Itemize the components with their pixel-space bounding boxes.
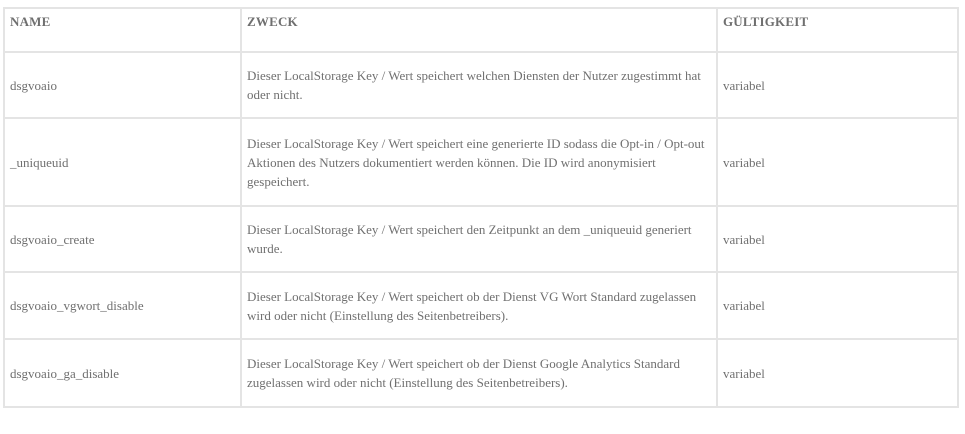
- localstorage-table: [3, 7, 959, 408]
- cell-purpose: Dieser LocalStorage Key / Wert speichert welchen Diensten der Nutzer zugestimmt hat oder nicht.: [241, 52, 717, 118]
- header-purpose: ZWECK: [241, 8, 717, 52]
- cell-purpose: Dieser LocalStorage Key / Wert speichert eine generierte ID sodass die Opt-in / Opt-out Aktionen des Nutzers dokumentiert werden können. Die ID wird anonymisiert gespeichert.: [241, 118, 717, 206]
- table-row: [4, 52, 958, 118]
- cell-validity: variabel: [717, 339, 958, 407]
- table-row: [4, 206, 958, 272]
- table-header-row: [4, 8, 958, 52]
- cell-validity: variabel: [717, 206, 958, 272]
- cell-name: dsgvoaio: [4, 52, 241, 118]
- cell-validity: variabel: [717, 52, 958, 118]
- cell-purpose: Dieser LocalStorage Key / Wert speichert ob der Dienst Google Analytics Standard zugelassen wird oder nicht (Einstellung des Seitenbetreibers).: [241, 339, 717, 407]
- cell-purpose: Dieser LocalStorage Key / Wert speichert ob der Dienst VG Wort Standard zugelassen wird oder nicht (Einstellung des Seitenbetreibers).: [241, 272, 717, 339]
- cell-name: dsgvoaio_create: [4, 206, 241, 272]
- cell-validity: variabel: [717, 272, 958, 339]
- cell-validity: variabel: [717, 118, 958, 206]
- cell-name: dsgvoaio_ga_disable: [4, 339, 241, 407]
- storage-table-container: [3, 7, 959, 408]
- cell-name: dsgvoaio_vgwort_disable: [4, 272, 241, 339]
- table-row: [4, 272, 958, 339]
- table-row: [4, 339, 958, 407]
- table-row: [4, 118, 958, 206]
- header-validity: GÜLTIGKEIT: [717, 8, 958, 52]
- cell-purpose: Dieser LocalStorage Key / Wert speichert den Zeitpunkt an dem _uniqueuid generiert wurde.: [241, 206, 717, 272]
- cell-name: _uniqueuid: [4, 118, 241, 206]
- header-name: NAME: [4, 8, 241, 52]
